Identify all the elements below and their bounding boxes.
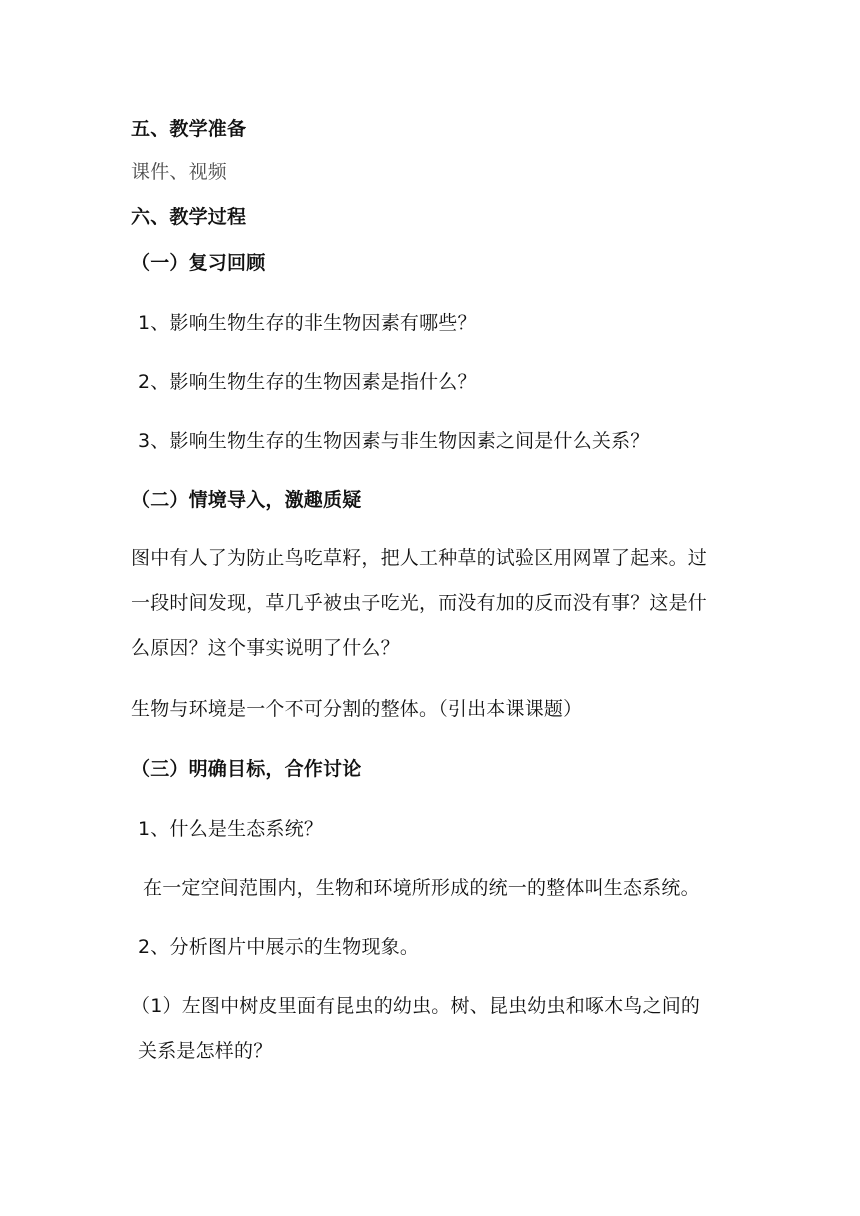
part3-question-2: 2、分析图片中展示的生物现象。 <box>138 936 420 958</box>
part1-question-2: 2、影响生物生存的生物因素是指什么？ <box>138 371 477 393</box>
part3-question-1: 1、什么是生态系统？ <box>138 818 324 840</box>
part3-heading: （三）明确目标，合作讨论 <box>131 758 362 780</box>
part2-paragraph-line-2: 一段时间发现，草几乎被虫子吃光，而没有加的反而没有事？这是什 <box>131 592 708 614</box>
section5-heading: 五、教学准备 <box>131 118 247 140</box>
part2-paragraph-line-3: 么原因？这个事实说明了什么？ <box>131 637 400 659</box>
part2-heading: （二）情境导入，激趣质疑 <box>131 489 362 511</box>
part2-paragraph-line-1: 图中有人了为防止鸟吃草籽，把人工种草的试验区用网罩了起来。过 <box>131 547 708 569</box>
part2-conclusion: 生物与环境是一个不可分割的整体。（引出本课课题） <box>131 698 583 720</box>
part3-subquestion-1-line-1: （1）左图中树皮里面有昆虫的幼虫。树、昆虫幼虫和啄木鸟之间的 <box>131 995 701 1017</box>
section5-text: 课件、视频 <box>131 161 228 183</box>
part1-question-1: 1、影响生物生存的非生物因素有哪些？ <box>138 312 477 334</box>
part3-answer-1: 在一定空间范围内，生物和环境所形成的统一的整体叫生态系统。 <box>143 877 700 899</box>
part1-question-3: 3、影响生物生存的生物因素与非生物因素之间是什么关系？ <box>138 430 650 452</box>
part1-heading: （一）复习回顾 <box>131 252 266 274</box>
part3-subquestion-1-line-2: 关系是怎样的？ <box>138 1040 273 1062</box>
section6-heading: 六、教学过程 <box>131 206 247 228</box>
